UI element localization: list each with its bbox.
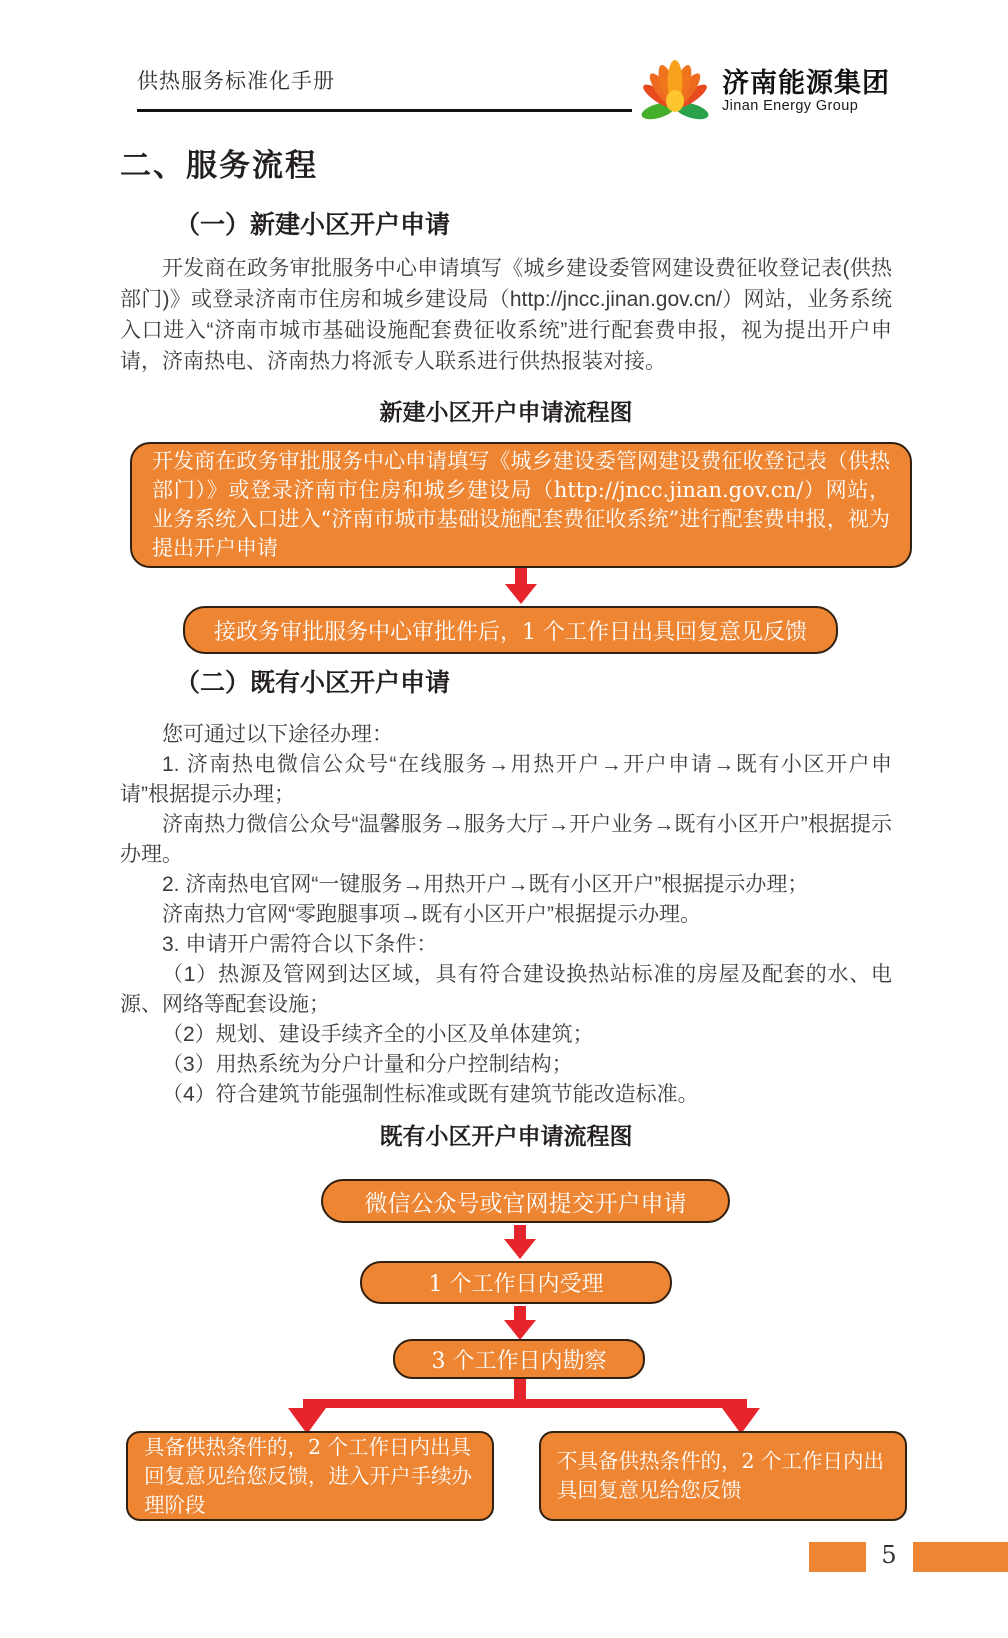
section2-paragraphs: [120, 720, 892, 1110]
paragraph: 1. 济南热电微信公众号“在线服务→用热开户→开户申请→既有小区开户申请”根据提示办理；: [120, 753, 892, 806]
flowchart-new-community: [120, 442, 892, 654]
company-brand: [638, 55, 890, 126]
paragraph: 济南热力官网“零跑腿事项→既有小区开户”根据提示办理。: [162, 903, 701, 926]
flowchart2-title: 既有小区开户申请流程图: [379, 1123, 633, 1149]
flow2-result-not-eligible-box: 不具备供热条件的，2 个工作日内出具回复意见给您反馈: [539, 1431, 907, 1521]
paragraph: 济南热力微信公众号“温馨服务→服务大厅→开户业务→既有小区开户”根据提示办理。: [120, 813, 892, 866]
flow2-step-survey-box: 3 个工作日内勘察: [393, 1339, 645, 1379]
footer-accent-left: [809, 1542, 866, 1572]
company-name-cn: 济南能源集团: [722, 67, 890, 98]
branch-connector-bar: [303, 1399, 747, 1408]
down-arrow-icon: [505, 568, 537, 604]
flow2-step-submit-box: 微信公众号或官网提交开户申请: [321, 1179, 730, 1223]
page-header: [137, 55, 890, 125]
lotus-logo-icon: [638, 55, 712, 126]
down-arrow-icon: [504, 1225, 536, 1259]
section1-heading: （一）新建小区开户申请: [175, 211, 451, 239]
footer-accent-right: [913, 1542, 1008, 1572]
paragraph: （3）用热系统为分户计量和分户控制结构；: [162, 1053, 573, 1076]
page-number: 5: [881, 1541, 897, 1569]
doc-title: 供热服务标准化手册: [137, 70, 335, 93]
flowchart1-title: 新建小区开户申请流程图: [379, 399, 633, 425]
flow2-step-accept-box: 1 个工作日内受理: [360, 1261, 672, 1304]
paragraph: （4）符合建筑节能强制性标准或既有建筑节能改造标准。: [162, 1083, 699, 1106]
page-title: 二、服务流程: [120, 148, 318, 183]
company-name-en: Jinan Energy Group: [722, 97, 859, 114]
paragraph: 3. 申请开户需符合以下条件：: [162, 933, 438, 956]
doc-title-underline: [137, 65, 632, 112]
paragraph: 您可通过以下途径办理：: [162, 723, 393, 746]
section1-paragraph: 开发商在政务审批服务中心申请填写《城乡建设委管网建设费征收登记表(供热部门)》或登录济南市住房和城乡建设局（http://jncc.jinan.gov.cn/）网站，业务系统入口进入“济南市城市基础设施配套费征收系统”进行配套费申报，视为提出开户申请，济南热电、济南热力将派专人联系进行供热报装对接。: [120, 257, 892, 373]
flow2-result-eligible-box: 具备供热条件的，2 个工作日内出具回复意见给您反馈，进入开户手续办理阶段: [126, 1431, 494, 1521]
flow1-step-reply-box: 接政务审批服务中心审批件后，1 个工作日出具回复意见反馈: [183, 606, 838, 654]
section2-heading: （二）既有小区开户申请: [175, 669, 451, 697]
page-body: [120, 148, 892, 1521]
flowchart-existing-community: [120, 1179, 892, 1521]
paragraph: （1）热源及管网到达区域，具有符合建设换热站标准的房屋及配套的水、电源、网络等配套设施；: [120, 963, 892, 1016]
paragraph: （2）规划、建设手续齐全的小区及单体建筑；: [162, 1023, 594, 1046]
flow1-step-apply-box: 开发商在政务审批服务中心申请填写《城乡建设委管网建设费征收登记表（供热部门）》或登录济南市住房和城乡建设局（http://jncc.jinan.gov.cn/）网站，业务系统入口进入“济南市城市基础设施配套费征收系统”进行配套费申报，视为提出开户申请: [130, 442, 912, 568]
paragraph: 2. 济南热电官网“一键服务→用热开户→既有小区开户”根据提示办理；: [162, 873, 809, 896]
down-arrow-icon: [504, 1306, 536, 1340]
branch-connector-stem: [514, 1379, 526, 1401]
